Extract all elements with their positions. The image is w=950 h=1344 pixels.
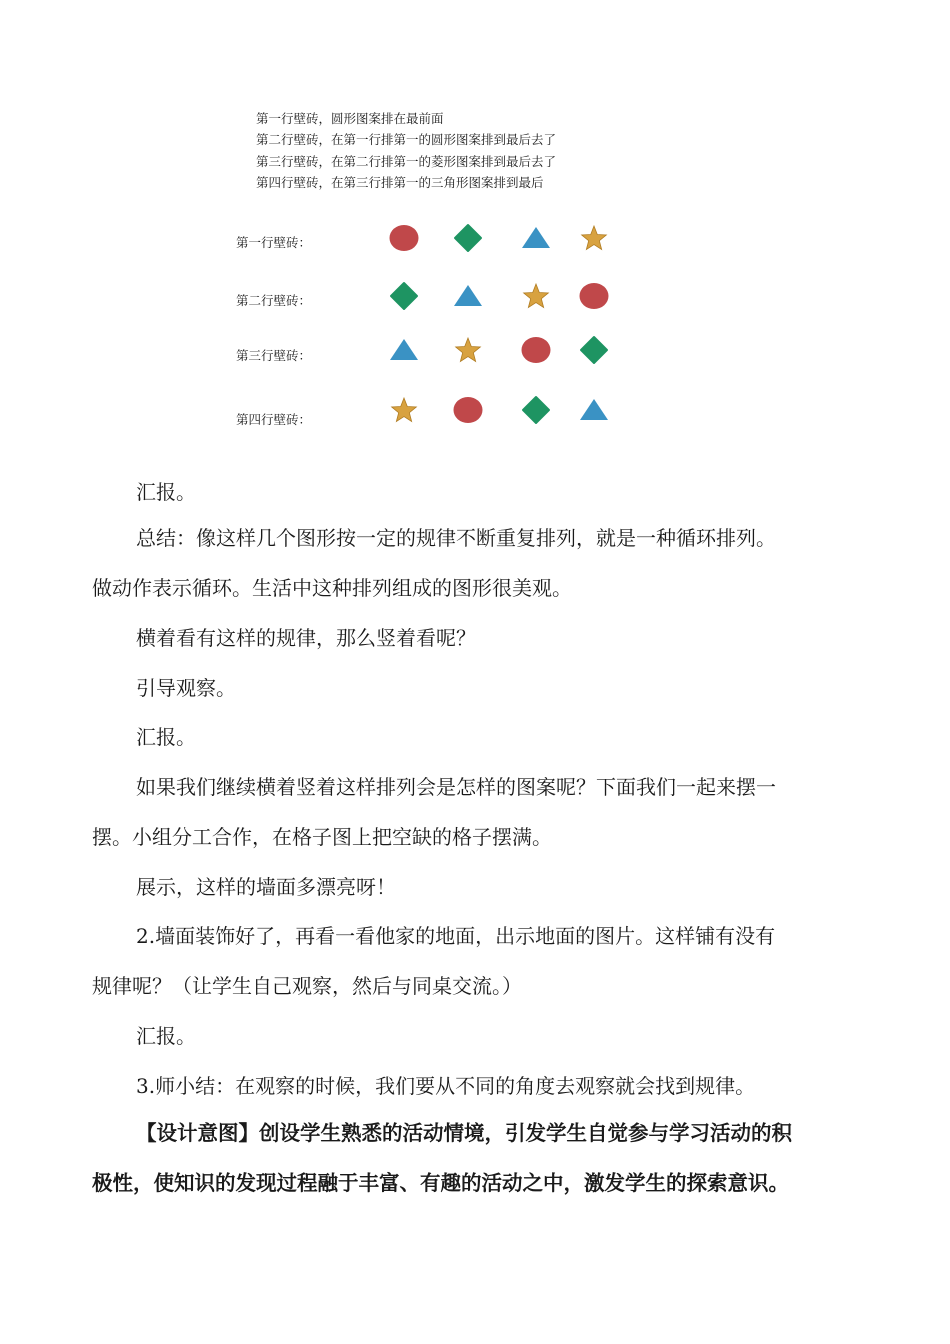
design-intent-line1: 创设学生熟悉的活动情境，引发学生自觉参与学习活动的积 <box>259 1121 792 1145</box>
note-line: 第一行壁砖，圆形图案排在最前面 <box>256 111 444 126</box>
design-intent-tag: 【设计意图】 <box>136 1121 259 1145</box>
row-label-2: 第二行壁砖： <box>236 293 312 308</box>
triangle-icon <box>451 279 485 317</box>
note-line: 第四行壁砖，在第三行排第一的三角形图案排到最后 <box>256 174 544 190</box>
diamond-icon <box>451 221 485 259</box>
note-line: 第三行壁砖，在第二行排第一的菱形图案排到最后去了 <box>256 153 557 169</box>
paragraph-floor: 2.墙面装饰好了，再看一看他家的地面，出示地面的图片。这样铺有没有 <box>136 924 776 948</box>
paragraph-continue: 如果我们继续横着竖着这样排列会是怎样的图案呢？下面我们一起来摆一 <box>136 775 776 799</box>
star-icon <box>387 393 421 431</box>
paragraph-floor-cont: 规律呢？（让学生自己观察，然后与同桌交流。） <box>92 974 522 998</box>
circle-icon <box>387 221 421 259</box>
row-label-4: 第四行壁砖： <box>236 412 312 427</box>
circle-icon <box>577 279 611 317</box>
note-line: 第二行壁砖，在第一行排第一的圆形图案排到最后去了 <box>256 132 557 148</box>
row-label-1: 第一行壁砖： <box>236 235 312 250</box>
triangle-icon <box>577 393 611 431</box>
star-icon <box>577 221 611 259</box>
paragraph-guide: 引导观察。 <box>136 676 236 700</box>
diamond-icon <box>577 333 611 371</box>
diamond-icon <box>387 279 421 317</box>
paragraph-continue-cont: 摆。小组分工合作，在格子图上把空缺的格子摆满。 <box>92 825 552 849</box>
star-icon <box>519 279 553 317</box>
triangle-icon <box>519 221 553 259</box>
triangle-icon <box>387 333 421 371</box>
paragraph-report-2: 汇报。 <box>136 725 196 749</box>
paragraph-vertical-question: 横着看有这样的规律，那么竖着看呢？ <box>136 626 476 650</box>
paragraph-report-3: 汇报。 <box>136 1024 196 1048</box>
paragraph-report-1: 汇报。 <box>136 480 196 504</box>
paragraph-teacher-summary: 3.师小结：在观察的时候，我们要从不同的角度去观察就会找到规律。 <box>136 1074 756 1098</box>
circle-icon <box>451 393 485 431</box>
design-intent-line2: 极性，使知识的发现过程融于丰富、有趣的活动之中，激发学生的探索意识。 <box>92 1171 789 1195</box>
pattern-notes <box>256 108 676 193</box>
design-intent <box>136 1116 862 1146</box>
star-icon <box>451 333 485 371</box>
diamond-icon <box>519 393 553 431</box>
paragraph-summary-cont: 做动作表示循环。生活中这种排列组成的图形很美观。 <box>92 576 572 600</box>
circle-icon <box>519 333 553 371</box>
paragraph-show: 展示，这样的墙面多漂亮呀！ <box>136 875 396 899</box>
row-label-3: 第三行壁砖： <box>236 348 312 363</box>
paragraph-summary: 总结：像这样几个图形按一定的规律不断重复排列，就是一种循环排列。 <box>136 526 776 550</box>
